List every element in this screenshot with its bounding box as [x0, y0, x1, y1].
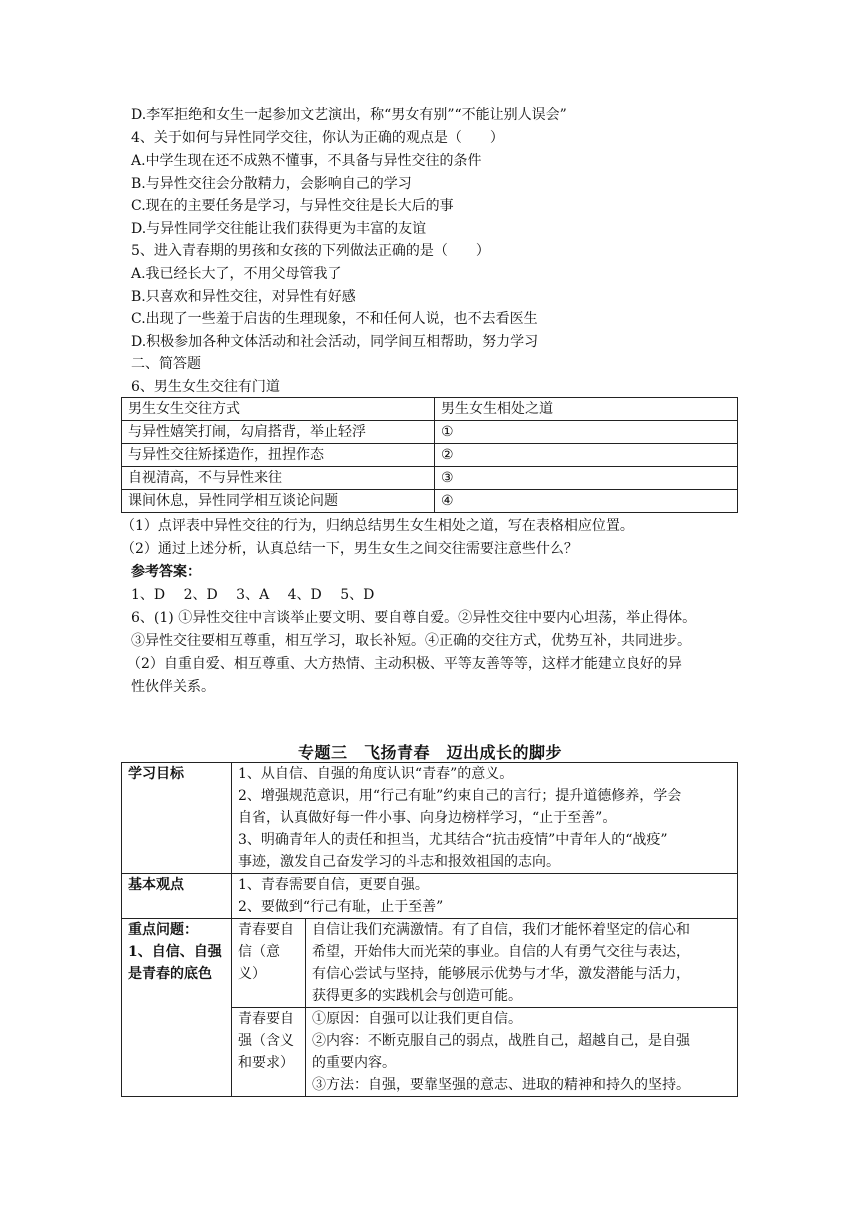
option-5b: B.只喜欢和异性交往，对异性有好感 [131, 289, 356, 305]
goal-line: 2、增强规范意识，用“行己有耻”约束自己的言行；提升道德修养，学会 [238, 788, 682, 804]
question-4: 4、关于如何与异性同学交往，你认为正确的观点是（ ） [131, 130, 504, 146]
table-cell: 与异性嬉笑打闹，勾肩搭背，举止轻浮 [122, 421, 435, 444]
sub-question-1: （1）点评表中异性交往的行为，归纳总结男生女生相处之道，写在表格相应位置。 [121, 518, 634, 534]
table-header-cell: 男生女生交往方式 [122, 398, 435, 421]
answer-heading: 参考答案： [131, 564, 201, 580]
key-issue-label [122, 919, 232, 1097]
sub2-line: ③方法：自强，要靠坚强的意志、进取的精神和持久的坚持。 [312, 1077, 690, 1093]
option-4b: B.与异性交往会分散精力，会影响自己的学习 [131, 176, 412, 192]
answer-6-line-3: （2）自重自爱、相互尊重、大方热情、主动积极、平等友善等等，这样才能建立良好的异 [127, 656, 682, 672]
answer-6-line-2: ③异性交往要相互尊重，相互学习，取长补短。④正确的交往方式，优势互补，共同进步。 [131, 633, 691, 649]
option-5c: C.出现了一些羞于启齿的生理现象，不和任何人说，也不去看医生 [131, 311, 538, 327]
sub2-label [232, 1008, 306, 1097]
table-cell: 与异性交往矫揉造作，扭捏作态 [122, 444, 435, 467]
table-header-row [122, 398, 738, 421]
option-5d: D.积极参加各种文体活动和社会活动，同学间互相帮助，努力学习 [131, 334, 539, 350]
table-cell: 自视清高，不与异性来往 [122, 467, 435, 490]
sub2-label-line: 青春要自 [238, 1011, 294, 1027]
answer-6-line-4: 性伙伴关系。 [131, 679, 215, 695]
table-cell: 课间休息，异性同学相互谈论问题 [122, 490, 435, 513]
sub1-label-line: 信（意义） [238, 944, 280, 982]
topic-3-title: 专题三 飞扬青春 迈出成长的脚步 [297, 743, 562, 762]
sub1-line: 有信心尝试与坚持，能够展示优势与才华，激发潜能与活力， [312, 966, 690, 982]
basic-content [232, 874, 738, 919]
goal-line: 1、从自信、自强的角度认识“青春”的意义。 [238, 766, 514, 782]
key-label-line: 是青春的底色 [128, 966, 212, 982]
section-heading-short-answer: 二、简答题 [131, 356, 201, 372]
sub1-line: 自信让我们充满激情。有了自信，我们才能怀着坚定的信心和 [312, 922, 690, 938]
option-4d: D.与异性同学交往能让我们获得更为丰富的友谊 [131, 221, 427, 237]
basic-line: 1、青春需要自信，更要自强。 [238, 877, 429, 893]
sub2-line: ②内容：不断克服自己的弱点，战胜自己，超越自己，是自强 [312, 1033, 690, 1049]
key-label-line: 1、自信、自强 [128, 944, 222, 960]
basic-line: 2、要做到“行己有耻，止于至善” [238, 899, 444, 915]
interaction-table [121, 397, 738, 513]
table-cell: ② [435, 444, 738, 467]
option-5a: A.我已经长大了，不用父母管我了 [131, 266, 342, 282]
option-4c: C.现在的主要任务是学习，与异性交往是长大后的事 [131, 198, 454, 214]
table-row-goals [122, 763, 738, 874]
table-row [122, 490, 738, 513]
goal-line: 事迹，激发自己奋发学习的斗志和报效祖国的志向。 [238, 854, 560, 870]
answer-choices: 1、D 2、D 3、A 4、D 5、D [131, 587, 375, 603]
table-row [122, 444, 738, 467]
sub1-label [232, 919, 306, 1008]
goals-label: 学习目标 [122, 763, 232, 874]
sub1-label-line: 青春要自 [238, 922, 294, 938]
question-5: 5、进入青春期的男孩和女孩的下列做法正确的是（ ） [131, 243, 490, 259]
table-row [122, 467, 738, 490]
option-3d: D.李军拒绝和女生一起参加文艺演出，称“男女有别”“不能让别人误会” [131, 107, 567, 123]
table-cell: ① [435, 421, 738, 444]
sub2-line: ①原因：自强可以让我们更自信。 [312, 1011, 522, 1027]
table-cell: ③ [435, 467, 738, 490]
sub2-content [306, 1008, 738, 1097]
sub2-label-line: 强（含义 [238, 1033, 294, 1049]
table-row [122, 421, 738, 444]
sub1-content [306, 919, 738, 1008]
table-row-basic [122, 874, 738, 919]
sub2-line: 的重要内容。 [312, 1055, 396, 1071]
goal-line: 3、明确青年人的责任和担当，尤其结合“抗击疫情”中青年人的“战疫” [238, 832, 668, 848]
basic-label: 基本观点 [122, 874, 232, 919]
sub1-line: 希望，开始伟大而光荣的事业。自信的人有勇气交往与表达， [312, 944, 690, 960]
table-cell: ④ [435, 490, 738, 513]
option-4a: A.中学生现在还不成熟不懂事，不具备与异性交往的条件 [131, 153, 482, 169]
question-6: 6、男生女生交往有门道 [131, 379, 280, 395]
topic-3-table [121, 762, 738, 1097]
goals-content [232, 763, 738, 874]
sub-question-2: （2）通过上述分析，认真总结一下，男生女生之间交往需要注意些什么？ [121, 541, 578, 557]
answer-6-line-1: 6、(1) ①异性交往中言谈举止要文明、要自尊自爱。②异性交往中要内心坦荡，举止得体。 [131, 610, 697, 626]
goal-line: 自省，认真做好每一件小事、向身边榜样学习，“止于至善”。 [238, 810, 617, 826]
table-header-cell: 男生女生相处之道 [435, 398, 738, 421]
key-label-line: 重点问题： [128, 922, 198, 938]
table-row-key-1 [122, 919, 738, 1008]
sub1-line: 获得更多的实践机会与创造可能。 [312, 988, 522, 1004]
sub2-label-line: 和要求） [238, 1055, 294, 1071]
